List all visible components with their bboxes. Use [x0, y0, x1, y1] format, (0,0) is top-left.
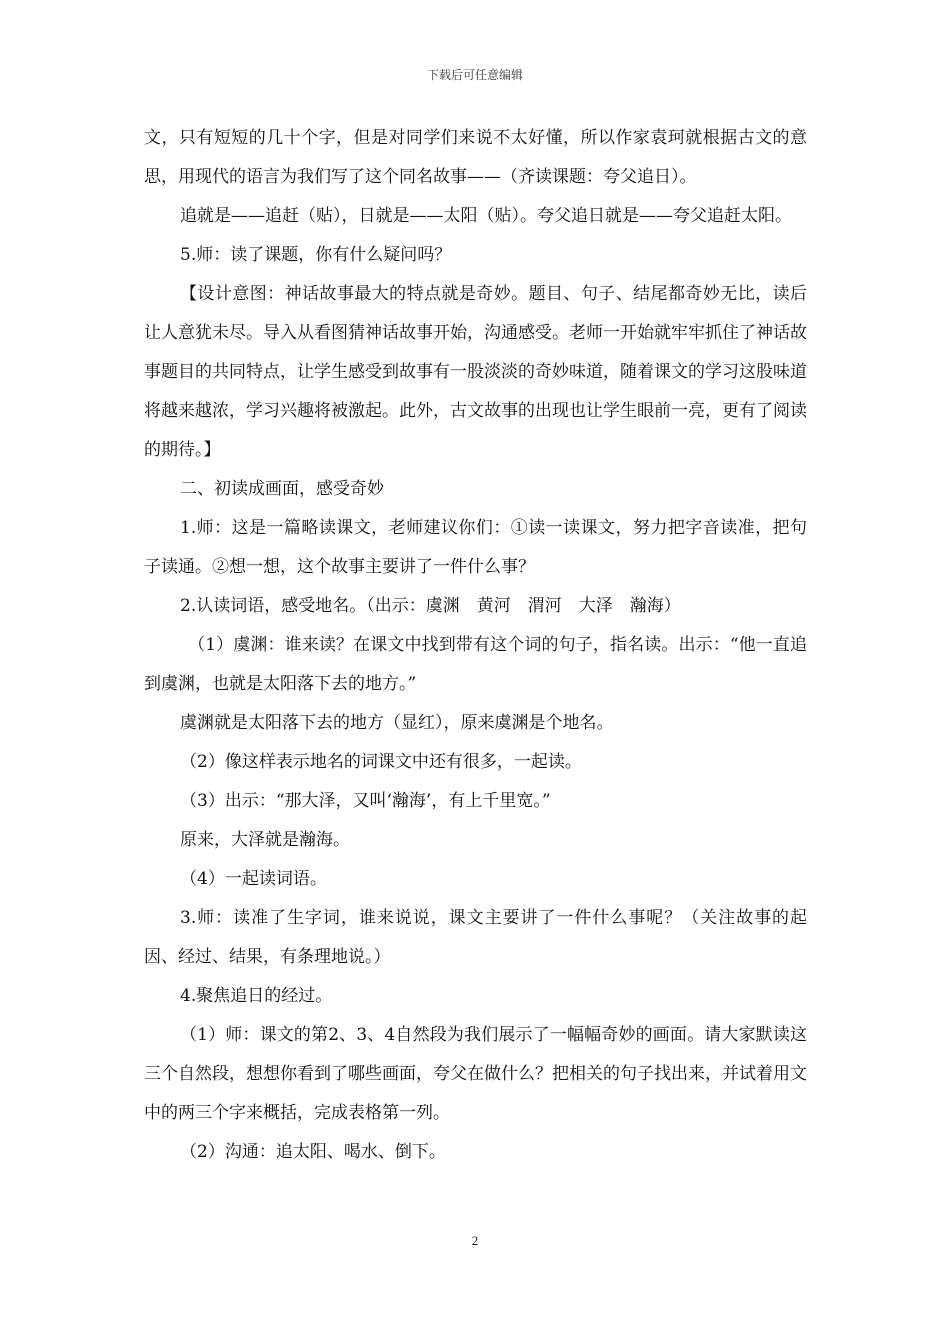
- paragraph: 1.师：这是一篇略读课文，老师建议你们：①读一读课文，努力把字音读准，把句子读通。②想一想，这个故事主要讲了一件什么事？: [144, 518, 807, 577]
- design-intent-note: 【设计意图：神话故事最大的特点就是奇妙。题目、句子、结尾都奇妙无比，读后让人意犹未尽。导入从看图猜神话故事开始，沟通感受。老师一开始就牢牢抓住了神话故事题目的共同特点，让学生感受到故事有一股淡淡的奇妙味道，随着课文的学习这股味道将越来越浓，学习兴趣将被激起。此外，古文故事的出现也让学生眼前一亮，更有了阅读的期待。】: [144, 284, 807, 460]
- paragraph: （3）出示：“那大泽，又叫‘瀚海’，有上千里宽。”: [180, 791, 551, 811]
- paragraph: 3.师：读准了生字词，谁来说说，课文主要讲了一件什么事呢？（关注故事的起因、经过、结果，有条理地说。）: [144, 908, 807, 967]
- document-body: [144, 119, 807, 1172]
- paragraph: 文，只有短短的几十个字，但是对同学们来说不太好懂，所以作家袁珂就根据古文的意思，用现代的语言为我们写了这个同名故事——（齐读课题：夸父追日）。: [144, 128, 807, 187]
- paragraph: 4.聚焦追日的经过。: [180, 986, 333, 1006]
- paragraph: 5.师：读了课题，你有什么疑问吗？: [180, 245, 452, 265]
- paragraph: 原来，大泽就是瀚海。: [180, 830, 350, 850]
- paragraph: （1）师：课文的第2、3、4自然段为我们展示了一幅幅奇妙的画面。请大家默读这三个自然段，想想你看到了哪些画面，夸父在做什么？把相关的句子找出来，并试着用文中的两三个字来概括，完成表格第一列。: [144, 1025, 807, 1123]
- paragraph: （4）一起读词语。: [180, 869, 327, 889]
- paragraph: 追就是——追赶（贴），日就是——太阳（贴）。夸父追日就是——夸父追赶太阳。: [180, 206, 792, 226]
- section-heading: 二、初读成画面，感受奇妙: [180, 479, 384, 499]
- paragraph: 2.认读词语，感受地名。（出示：虞渊 黄河 渭河 大泽 瀚海）: [180, 596, 681, 616]
- page-header: 下载后可任意编辑: [426, 68, 523, 82]
- paragraph: （2）像这样表示地名的词课文中还有很多，一起读。: [180, 752, 582, 772]
- paragraph: （2）沟通：追太阳、喝水、倒下。: [180, 1142, 446, 1162]
- paragraph: 虞渊就是太阳落下去的地方（显红），原来虞渊是个地名。: [180, 713, 614, 733]
- page-number: 2: [471, 1233, 479, 1248]
- paragraph: （1）虞渊：谁来读？在课文中找到带有这个词的句子，指名读。出示：“他一直追到虞渊，也就是太阳落下去的地方。”: [144, 635, 807, 694]
